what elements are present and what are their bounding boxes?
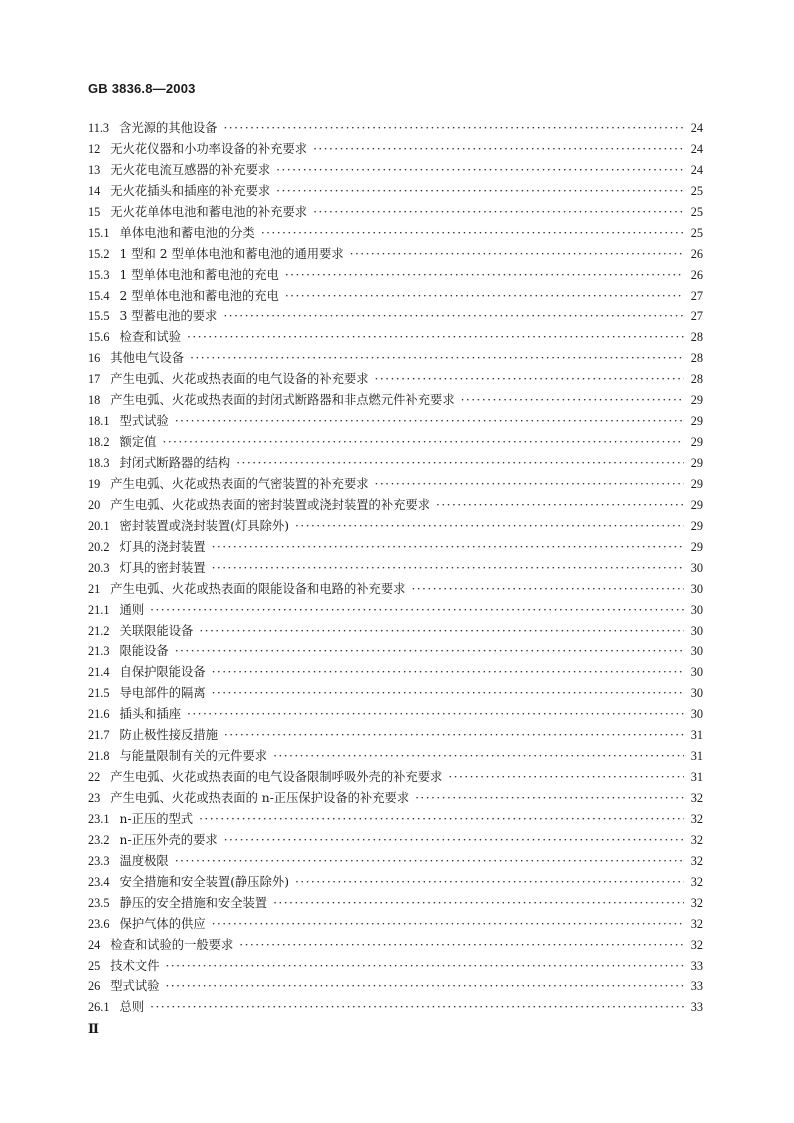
toc-entry-number: 13 (88, 162, 101, 177)
toc-entry-number: 18 (88, 393, 101, 408)
toc-leader-dots (166, 959, 685, 973)
toc-leader-dots (175, 644, 684, 658)
toc-entry-number: 20 (88, 497, 101, 512)
toc-entry-page: 29 (690, 456, 703, 470)
toc-entry-title: 2 型单体电池和蓄电池的充电 (119, 288, 279, 303)
toc-entry-title: 总则 (119, 1000, 145, 1015)
toc-entry-number: 14 (88, 183, 101, 198)
toc-entry-title: 无火花插头和插座的补充要求 (110, 183, 271, 198)
toc-entry-number: 21 (88, 581, 101, 596)
toc-leader-dots (175, 854, 684, 868)
toc-entry-title: 插头和插座 (119, 707, 182, 722)
toc-entry-number: 12 (88, 141, 101, 156)
toc-leader-dots (223, 121, 684, 135)
toc-entry[interactable] (88, 537, 703, 558)
toc-leader-dots (295, 519, 684, 533)
toc-entry[interactable] (88, 579, 703, 600)
toc-entry-page: 29 (690, 476, 703, 491)
toc-entry-title: 限能设备 (119, 644, 169, 659)
toc-entry-title: 安全措施和安全装置(静压除外) (119, 874, 289, 889)
toc-entry[interactable] (88, 641, 703, 662)
toc-entry[interactable] (88, 244, 703, 265)
toc-entry-number: 21.8 (88, 749, 110, 764)
toc-entry[interactable] (88, 935, 703, 956)
toc-entry-number: 18.2 (88, 435, 110, 450)
toc-entry[interactable] (88, 474, 703, 495)
toc-entry-number: 26 (88, 979, 101, 994)
toc-entry-page: 32 (690, 895, 703, 910)
toc-entry-number: 15 (88, 204, 101, 219)
toc-entry-title: 产生电弧、火花或热表面的密封装置或浇封装置的补充要求 (110, 497, 431, 512)
toc-leader-dots (313, 142, 684, 156)
standard-number-header: GB 3836.8—2003 (88, 81, 196, 96)
toc-leader-dots (212, 686, 684, 700)
toc-entry-number: 20.3 (88, 560, 110, 575)
toc-leader-dots (223, 309, 684, 323)
toc-entry[interactable] (88, 160, 703, 181)
toc-entry-page: 28 (690, 351, 703, 366)
toc-entry-number: 18.1 (88, 414, 110, 429)
toc-entry[interactable] (88, 704, 703, 725)
toc-leader-dots (187, 707, 684, 721)
toc-entry-page: 25 (690, 204, 703, 219)
toc-entry-page: 32 (690, 832, 703, 847)
toc-entry-title: 其他电气设备 (110, 351, 185, 366)
toc-leader-dots (224, 728, 684, 742)
toc-entry-page: 25 (690, 225, 703, 240)
toc-entry-page: 27 (690, 309, 703, 324)
toc-entry-number: 21.4 (88, 665, 110, 680)
toc-entry-number: 20.2 (88, 539, 110, 554)
toc-entry[interactable] (88, 683, 703, 704)
toc-entry[interactable] (88, 202, 703, 223)
toc-entry-title: 检查和试验的一般要求 (110, 937, 234, 952)
toc-entry[interactable] (88, 600, 703, 621)
toc-entry-title: 单体电池和蓄电池的分类 (119, 225, 255, 240)
toc-leader-dots (295, 875, 684, 889)
toc-entry-title: 通则 (119, 602, 145, 617)
toc-leader-dots (162, 435, 684, 449)
toc-entry-page: 30 (690, 665, 703, 680)
page-folio: Ⅱ (88, 1021, 99, 1036)
toc-leader-dots (285, 289, 684, 303)
toc-entry-page: 29 (690, 539, 703, 554)
toc-entry-number: 21.6 (88, 707, 110, 722)
table-of-contents (88, 118, 703, 1018)
toc-entry[interactable] (88, 306, 703, 327)
toc-entry-number: 23.1 (88, 811, 110, 826)
toc-entry[interactable] (88, 851, 703, 872)
toc-entry-page: 29 (690, 435, 703, 450)
toc-entry-number: 18.3 (88, 456, 110, 470)
toc-entry-page: 30 (690, 602, 703, 617)
toc-entry-title: 3 型蓄电池的要求 (119, 309, 218, 324)
toc-entry[interactable] (88, 830, 703, 851)
toc-leader-dots (436, 498, 684, 512)
toc-entry-number: 19 (88, 476, 101, 491)
toc-leader-dots (273, 896, 684, 910)
toc-entry-title: 无火花电流互感器的补充要求 (110, 162, 271, 177)
toc-entry-page: 25 (690, 183, 703, 198)
toc-entry-page: 26 (690, 267, 703, 282)
toc-entry-page: 33 (690, 979, 703, 994)
toc-leader-dots (415, 791, 684, 805)
toc-entry-title: 防止极性接反措施 (119, 728, 218, 743)
toc-entry[interactable] (88, 181, 703, 202)
toc-entry[interactable] (88, 788, 703, 809)
toc-entry-page: 28 (690, 372, 703, 387)
toc-entry-page: 30 (690, 707, 703, 722)
toc-leader-dots (212, 917, 684, 931)
toc-leader-dots (175, 414, 684, 428)
toc-entry-page: 29 (690, 497, 703, 512)
toc-entry[interactable] (88, 872, 703, 893)
toc-entry-title: 无火花仪器和小功率设备的补充要求 (110, 141, 308, 156)
toc-entry[interactable] (88, 516, 703, 537)
toc-entry-page: 27 (690, 288, 703, 303)
toc-entry[interactable] (88, 558, 703, 579)
toc-entry[interactable] (88, 914, 703, 935)
toc-entry-page: 26 (690, 246, 703, 261)
toc-entry-page: 31 (690, 770, 703, 785)
toc-entry[interactable] (88, 265, 703, 286)
toc-entry-number: 25 (88, 958, 101, 973)
toc-leader-dots (461, 393, 684, 407)
toc-entry-page: 29 (690, 414, 703, 429)
toc-leader-dots (212, 561, 684, 575)
toc-entry-title: 导电部件的隔离 (119, 686, 206, 701)
toc-entry-title: 保护气体的供应 (119, 916, 206, 931)
toc-entry-page: 29 (690, 518, 703, 533)
toc-leader-dots (239, 938, 684, 952)
toc-entry-title: 型式试验 (119, 414, 169, 429)
toc-entry-title: n-正压外壳的要求 (119, 832, 218, 847)
toc-leader-dots (448, 770, 684, 784)
toc-entry-number: 15.3 (88, 267, 110, 282)
toc-entry-title: 产生电弧、火花或热表面的电气设备限制呼吸外壳的补充要求 (110, 770, 443, 785)
toc-leader-dots (212, 540, 684, 554)
toc-leader-dots (350, 247, 684, 261)
toc-entry-title: 产生电弧、火花或热表面的气密装置的补充要求 (110, 476, 369, 491)
toc-leader-dots (276, 184, 684, 198)
toc-entry-title: 额定值 (119, 435, 157, 450)
toc-entry-number: 23 (88, 791, 101, 805)
toc-entry-number: 20.1 (88, 518, 110, 533)
toc-entry-page: 32 (690, 916, 703, 931)
toc-leader-dots (411, 582, 684, 596)
toc-leader-dots (150, 1000, 684, 1014)
toc-entry[interactable] (88, 621, 703, 642)
toc-leader-dots (187, 330, 684, 344)
toc-leader-dots (236, 456, 684, 470)
toc-leader-dots (199, 812, 684, 826)
toc-entry-title: 检查和试验 (119, 330, 182, 345)
toc-entry[interactable] (88, 118, 703, 139)
toc-entry-page: 30 (690, 581, 703, 596)
toc-leader-dots (224, 833, 684, 847)
toc-entry-page: 29 (690, 393, 703, 408)
toc-entry-page: 30 (690, 623, 703, 638)
toc-entry-page: 31 (690, 749, 703, 764)
toc-entry[interactable] (88, 809, 703, 830)
toc-entry-page: 30 (690, 644, 703, 659)
toc-entry-page: 30 (690, 560, 703, 575)
toc-entry-title: 与能量限制有关的元件要求 (119, 749, 268, 764)
toc-entry-page: 30 (690, 686, 703, 701)
toc-entry-page: 31 (690, 728, 703, 743)
toc-entry-page: 32 (690, 791, 703, 805)
toc-entry-page: 24 (690, 121, 703, 135)
toc-leader-dots (150, 603, 684, 617)
toc-entry[interactable] (88, 286, 703, 307)
toc-entry-page: 33 (690, 958, 703, 973)
toc-entry[interactable] (88, 746, 703, 767)
toc-entry[interactable] (88, 369, 703, 390)
toc-entry-title: 产生电弧、火花或热表面的 n-正压保护设备的补充要求 (110, 791, 410, 805)
toc-entry[interactable] (88, 139, 703, 160)
toc-entry[interactable] (88, 976, 703, 997)
toc-entry-title: 灯具的密封装置 (119, 560, 206, 575)
toc-entry-number: 15.1 (88, 225, 110, 240)
toc-entry-number: 15.5 (88, 309, 110, 324)
toc-entry-page: 24 (690, 141, 703, 156)
toc-leader-dots (375, 477, 684, 491)
toc-entry-title: 静压的安全措施和安全装置 (119, 895, 268, 910)
toc-entry[interactable] (88, 767, 703, 788)
toc-entry-number: 26.1 (88, 1000, 110, 1015)
toc-leader-dots (273, 749, 684, 763)
toc-entry-number: 16 (88, 351, 101, 366)
toc-entry-title: 产生电弧、火花或热表面的限能设备和电路的补充要求 (110, 581, 406, 596)
toc-entry-title: 产生电弧、火花或热表面的封闭式断路器和非点燃元件补充要求 (110, 393, 455, 408)
toc-entry-number: 15.2 (88, 246, 110, 261)
toc-entry-number: 23.3 (88, 853, 110, 868)
toc-leader-dots (276, 163, 684, 177)
toc-entry[interactable] (88, 956, 703, 977)
toc-entry-page: 32 (690, 853, 703, 868)
toc-entry-number: 23.2 (88, 832, 110, 847)
toc-entry[interactable] (88, 725, 703, 746)
toc-entry[interactable] (88, 893, 703, 914)
toc-entry-number: 21.5 (88, 686, 110, 701)
toc-entry-number: 22 (88, 770, 101, 785)
toc-entry[interactable] (88, 223, 703, 244)
toc-entry-title: n-正压的型式 (119, 811, 194, 826)
toc-leader-dots (313, 205, 684, 219)
toc-entry-page: 32 (690, 874, 703, 889)
toc-leader-dots (261, 226, 684, 240)
toc-entry-title: 温度极限 (119, 853, 169, 868)
toc-entry-number: 17 (88, 372, 101, 387)
toc-entry-page: 32 (690, 811, 703, 826)
toc-entry-title: 自保护限能设备 (119, 665, 206, 680)
toc-entry[interactable] (88, 997, 703, 1018)
toc-leader-dots (166, 979, 685, 993)
toc-entry-number: 21.3 (88, 644, 110, 659)
toc-entry[interactable] (88, 348, 703, 369)
toc-entry[interactable] (88, 390, 703, 411)
toc-entry-number: 15.6 (88, 330, 110, 345)
toc-leader-dots (199, 624, 684, 638)
toc-entry-title: 1 型和 2 型单体电池和蓄电池的通用要求 (119, 246, 344, 261)
toc-entry-number: 24 (88, 937, 101, 952)
toc-entry-number: 23.4 (88, 874, 110, 889)
toc-entry-title: 灯具的浇封装置 (119, 539, 206, 554)
toc-entry-title: 关联限能设备 (119, 623, 194, 638)
toc-leader-dots (212, 665, 684, 679)
toc-entry-title: 技术文件 (110, 958, 160, 973)
toc-entry-number: 21.1 (88, 602, 110, 617)
toc-entry-number: 23.6 (88, 916, 110, 931)
toc-leader-dots (375, 372, 684, 386)
toc-entry[interactable] (88, 453, 703, 474)
toc-entry-title: 无火花单体电池和蓄电池的补充要求 (110, 204, 308, 219)
toc-entry-page: 28 (690, 330, 703, 345)
toc-entry-number: 15.4 (88, 288, 110, 303)
toc-entry-title: 密封装置或浇封装置(灯具除外) (119, 518, 289, 533)
toc-entry-number: 11.3 (88, 121, 110, 135)
toc-leader-dots (190, 351, 684, 365)
toc-entry-title: 产生电弧、火花或热表面的电气设备的补充要求 (110, 372, 369, 387)
toc-entry[interactable] (88, 495, 703, 516)
toc-entry-number: 21.7 (88, 728, 110, 743)
toc-entry[interactable] (88, 411, 703, 432)
toc-entry-title: 封闭式断路器的结构 (119, 456, 231, 470)
toc-entry-page: 32 (690, 937, 703, 952)
toc-entry-title: 型式试验 (110, 979, 160, 994)
toc-entry-title: 含光源的其他设备 (119, 121, 218, 135)
toc-entry-number: 23.5 (88, 895, 110, 910)
toc-entry[interactable] (88, 327, 703, 348)
toc-entry-page: 24 (690, 162, 703, 177)
toc-entry[interactable] (88, 662, 703, 683)
toc-entry-number: 21.2 (88, 623, 110, 638)
toc-entry-page: 33 (690, 1000, 703, 1015)
toc-entry[interactable] (88, 432, 703, 453)
toc-entry-title: 1 型单体电池和蓄电池的充电 (119, 267, 279, 282)
toc-leader-dots (285, 268, 684, 282)
